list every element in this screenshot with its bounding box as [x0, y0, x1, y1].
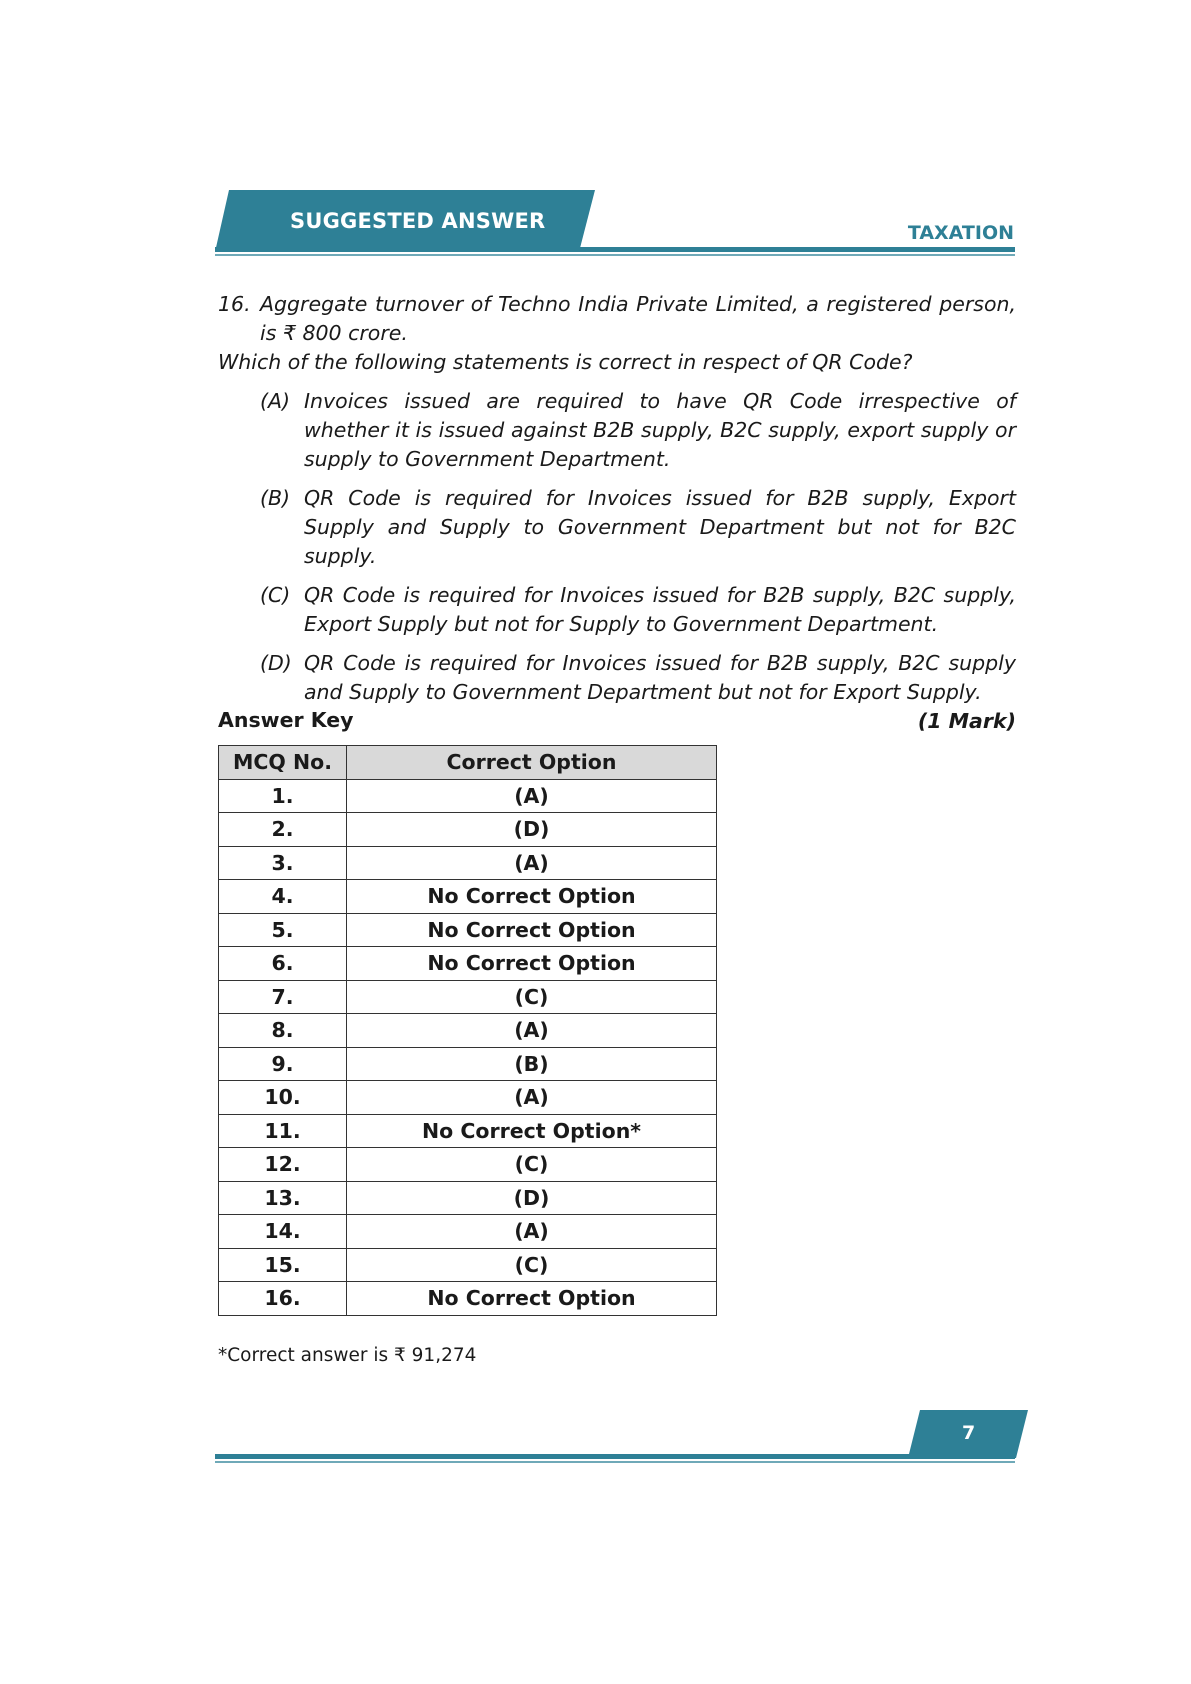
- mcq-number: 7.: [219, 980, 347, 1014]
- option-label: (C): [260, 583, 291, 607]
- mcq-number: 15.: [219, 1248, 347, 1282]
- correct-option: No Correct Option: [347, 947, 717, 981]
- table-row: [219, 1282, 717, 1316]
- option-d-text: QR Code is required for Invoices issued for B2B supply, B2C supply and Supply to Government Department but not for Export Supply.: [304, 651, 1016, 704]
- question-block: [218, 290, 1016, 736]
- mcq-number: 4.: [219, 880, 347, 914]
- option-c: [260, 581, 1016, 639]
- answer-key-title: Answer Key: [218, 708, 354, 732]
- correct-option: (D): [347, 813, 717, 847]
- table-row: [219, 1047, 717, 1081]
- table-row: [219, 1081, 717, 1115]
- option-text: [304, 649, 1016, 736]
- correct-option: (A): [347, 1014, 717, 1048]
- correct-option: No Correct Option: [347, 880, 717, 914]
- table-row: [219, 880, 717, 914]
- option-label: (D): [260, 651, 292, 675]
- mcq-number: 14.: [219, 1215, 347, 1249]
- option-label: (B): [260, 486, 291, 510]
- header-rule: [215, 247, 1015, 252]
- column-header-option: Correct Option: [347, 746, 717, 780]
- mcq-number: 13.: [219, 1181, 347, 1215]
- table-row: [219, 1148, 717, 1182]
- subject-title: TAXATION: [907, 222, 1014, 244]
- table-row: [219, 1248, 717, 1282]
- option-text: Invoices issued are required to have QR Code irrespective of whether it is issued against B2B supply, B2C supply, export supply or supply to Government Department.: [304, 389, 1016, 471]
- correct-option: (A): [347, 1215, 717, 1249]
- option-text: QR Code is required for Invoices issued for B2B supply, Export Supply and Supply to Government Department but not for B2C supply.: [304, 486, 1016, 568]
- table-row: [219, 1014, 717, 1048]
- mcq-number: 11.: [219, 1114, 347, 1148]
- correct-option: No Correct Option: [347, 1282, 717, 1316]
- table-row: [219, 1215, 717, 1249]
- question-prompt: Which of the following statements is correct in respect of QR Code?: [218, 350, 913, 374]
- table-header-row: [219, 746, 717, 780]
- question-number: 16.: [218, 292, 251, 316]
- column-header-mcq: MCQ No.: [219, 746, 347, 780]
- table-row: [219, 813, 717, 847]
- correct-option: No Correct Option*: [347, 1114, 717, 1148]
- page-number: 7: [962, 1422, 976, 1444]
- correct-option: (A): [347, 779, 717, 813]
- table-row: [219, 913, 717, 947]
- correct-option: (C): [347, 1248, 717, 1282]
- table-row: [219, 1114, 717, 1148]
- answer-key-table: [218, 745, 717, 1316]
- question-stem: Aggregate turnover of Techno India Private Limited, a registered person, is ₹ 800 crore.: [260, 292, 1016, 345]
- mcq-number: 8.: [219, 1014, 347, 1048]
- correct-option: (C): [347, 980, 717, 1014]
- header-rule-thin: [215, 254, 1015, 256]
- mcq-number: 16.: [219, 1282, 347, 1316]
- option-b: [260, 484, 1016, 571]
- table-row: [219, 947, 717, 981]
- header-tab-title: SUGGESTED ANSWER: [290, 209, 546, 233]
- mcq-number: 1.: [219, 779, 347, 813]
- mcq-number: 9.: [219, 1047, 347, 1081]
- mcq-number: 10.: [219, 1081, 347, 1115]
- option-label: (A): [260, 389, 291, 413]
- correct-option: (C): [347, 1148, 717, 1182]
- mcq-number: 2.: [219, 813, 347, 847]
- option-d: [260, 649, 1016, 736]
- option-text: QR Code is required for Invoices issued for B2B supply, B2C supply, Export Supply but not for Supply to Government Department.: [304, 583, 1016, 636]
- correct-option: No Correct Option: [347, 913, 717, 947]
- mcq-number: 6.: [219, 947, 347, 981]
- table-row: [219, 980, 717, 1014]
- mcq-number: 5.: [219, 913, 347, 947]
- footer-rule: [215, 1454, 1015, 1459]
- table-row: [219, 846, 717, 880]
- footnote: *Correct answer is ₹ 91,274: [218, 1345, 477, 1366]
- correct-option: (D): [347, 1181, 717, 1215]
- mcq-number: 3.: [219, 846, 347, 880]
- option-a: [260, 387, 1016, 474]
- marks-label: (1 Mark): [917, 709, 1016, 733]
- correct-option: (A): [347, 846, 717, 880]
- correct-option: (A): [347, 1081, 717, 1115]
- correct-option: (B): [347, 1047, 717, 1081]
- table-row: [219, 779, 717, 813]
- footer-rule-thin: [215, 1461, 1015, 1463]
- mcq-number: 12.: [219, 1148, 347, 1182]
- table-row: [219, 1181, 717, 1215]
